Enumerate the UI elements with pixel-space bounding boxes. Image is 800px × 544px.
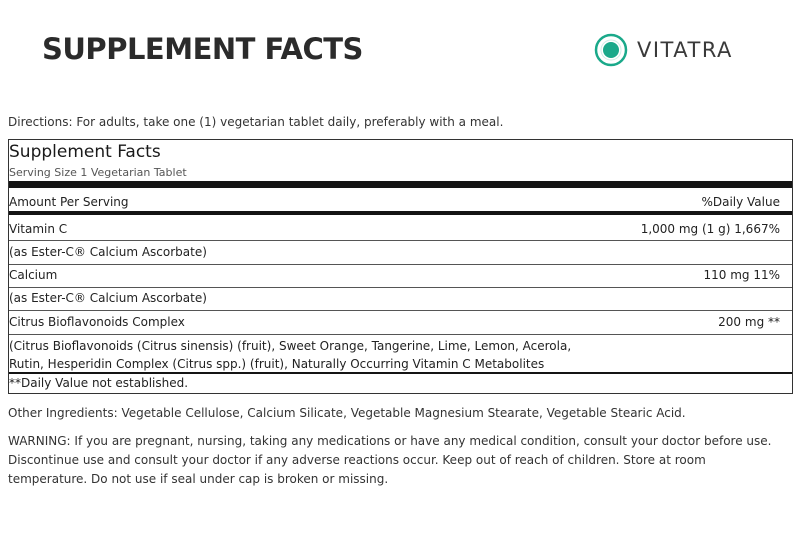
nutrient-amount: 200 mg ** <box>718 315 780 329</box>
warning-text: WARNING: If you are pregnant, nursing, taking any medications or have any medical condition, consult your doctor before use. Discontinue use and consult your doctor if any adverse reactions occur. Keep out of reach of children. Store at room temperature. Do not use if seal under cap is broken or missing. <box>8 434 772 486</box>
complex-line-1: (Citrus Bioflavonoids (Citrus sinensis) (fruit), Sweet Orange, Tangerine, Lime, Lemon, Acerola, <box>9 339 572 353</box>
complex-line-2: Rutin, Hesperidin Complex (Citrus spp.) (fruit), Naturally Occurring Vitamin C Metabolites <box>9 357 545 371</box>
supplement-facts-panel <box>8 139 793 394</box>
complex-ingredients <box>9 337 609 373</box>
nutrient-name: Vitamin C <box>9 222 68 236</box>
nutrient-source: (as Ester-C® Calcium Ascorbate) <box>9 291 207 305</box>
footnote-divider <box>9 372 792 374</box>
serving-size: Serving Size 1 Vegetarian Tablet <box>9 166 187 179</box>
row-divider <box>9 264 792 265</box>
nutrient-amount: 110 mg 11% <box>703 268 780 282</box>
medium-divider <box>9 211 792 215</box>
footnote: **Daily Value not established. <box>9 376 189 390</box>
directions-text: Directions: For adults, take one (1) vegetarian tablet daily, preferably with a meal. <box>8 115 504 129</box>
nutrient-source: (as Ester-C® Calcium Ascorbate) <box>9 245 207 259</box>
brand-logo <box>594 32 733 68</box>
row-divider <box>9 287 792 288</box>
row-divider <box>9 240 792 241</box>
brand-name: VITATRA <box>637 38 733 62</box>
daily-value-header: %Daily Value <box>701 195 780 209</box>
facts-heading: Supplement Facts <box>9 142 161 162</box>
nutrient-amount: 1,000 mg (1 g) 1,667% <box>640 222 780 236</box>
nutrient-name: Calcium <box>9 268 58 282</box>
other-ingredients: Other Ingredients: Vegetable Cellulose, Calcium Silicate, Vegetable Magnesium Stearate, Vegetable Stearic Acid. <box>8 406 686 420</box>
page-title: SUPPLEMENT FACTS <box>42 32 363 66</box>
row-divider <box>9 310 792 311</box>
vitatra-logo-icon <box>594 33 628 67</box>
amount-per-serving-label: Amount Per Serving <box>9 195 129 209</box>
nutrient-name: Citrus Bioflavonoids Complex <box>9 315 185 329</box>
row-divider <box>9 334 792 335</box>
thick-divider <box>9 181 792 188</box>
